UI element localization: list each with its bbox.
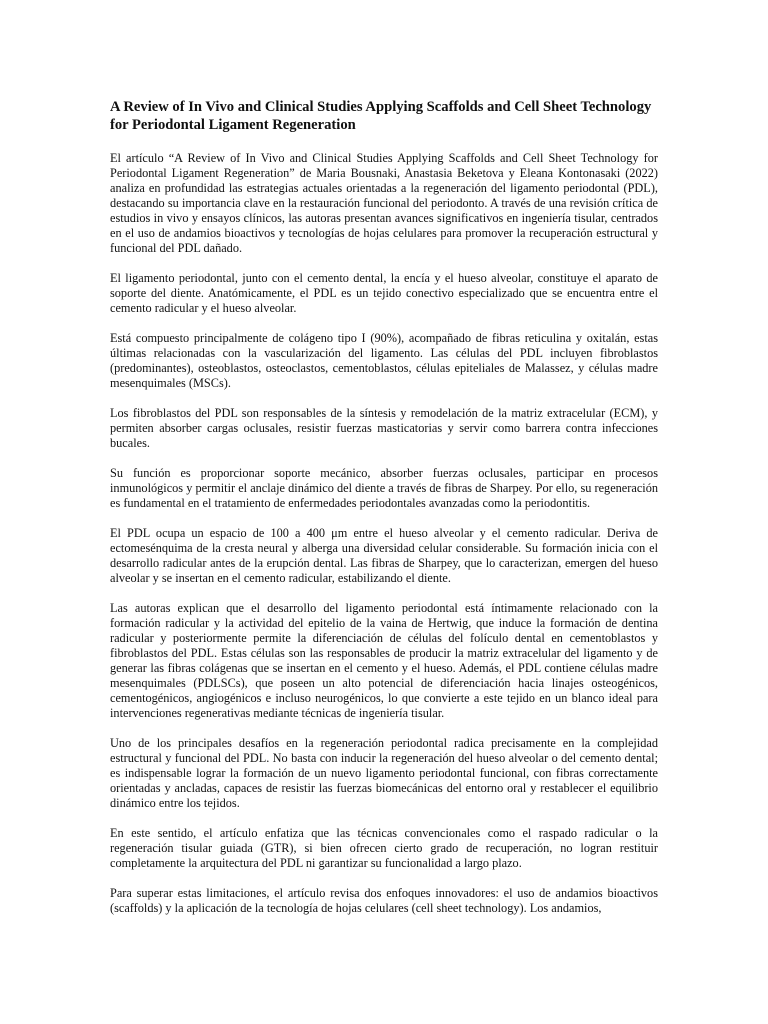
document-title: A Review of In Vivo and Clinical Studies Applying Scaffolds and Cell Sheet Technology for Periodontal Ligament Regeneration — [110, 99, 652, 133]
document-page — [110, 98, 658, 916]
paragraph-intro: El artículo “A Review of In Vivo and Clinical Studies Applying Scaffolds and Cell Sheet Technology for Periodontal Ligament Regeneration” de Maria Bousnaki, Anastasia Beketova y Eleana Kontonasaki (2022) analiza en profundidad las estrategias actuales orientadas a la regeneración del ligamento periodontal (PDL), destacando su importancia clave en la restauración funcional del periodonto. A través de una revisión crítica de estudios in vivo y ensayos clínicos, las autoras presentan avances significativos en ingeniería tisular, centrados en el uso de andamios bioactivos y tecnologías de hojas celulares para promover la recuperación estructural y funcional del PDL dañado. — [110, 151, 658, 255]
paragraph-space: El PDL ocupa un espacio de 100 a 400 μm entre el hueso alveolar y el cemento radicular. Deriva de ectomesénquima de la cresta neural y alberga una diversidad celular considerable. Su formación inicia con el desarrollo radicular antes de la erupción dental. Las fibras de Sharpey, que lo caracterizan, emergen del hueso alveolar y se insertan en el cemento radicular, estabilizando el diente. — [110, 526, 658, 585]
paragraph-innovations: Para superar estas limitaciones, el artículo revisa dos enfoques innovadores: el uso de andamios bioactivos (scaffolds) y la aplicación de la tecnología de hojas celulares (cell sheet technology). Los andamios, — [110, 886, 658, 915]
paragraph-development: Las autoras explican que el desarrollo del ligamento periodontal está íntimamente relacionado con la formación radicular y la actividad del epitelio de la vaina de Hertwig, que induce la formación de dentina radicular y posteriormente permite la diferenciación de células del folículo dental en cementoblastos y fibroblastos del PDL. Estas células son las responsables de producir la matriz extracelular del ligamento y de generar las fibras colágenas que se insertan en el cemento y el hueso. Además, el PDL contiene células madre mesenquimales (PDLSCs), que poseen un alto potencial de diferenciación hacia linajes osteogénicos, cementogénicos, angiogénicos e incluso neurogénicos, lo que convierte a este tejido en un blanco ideal para intervenciones regenerativas mediante técnicas de ingeniería tisular. — [110, 601, 658, 720]
paragraph-conventional: En este sentido, el artículo enfatiza que las técnicas convencionales como el raspado radicular o la regeneración tisular guiada (GTR), si bien ofrecen cierto grado de recuperación, no logran restituir completamente la arquitectura del PDL ni garantizar su funcionalidad a largo plazo. — [110, 826, 658, 870]
paragraph-anatomy: El ligamento periodontal, junto con el cemento dental, la encía y el hueso alveolar, constituye el aparato de soporte del diente. Anatómicamente, el PDL es un tejido conectivo especializado que se encuentra entre el cemento radicular y el hueso alveolar. — [110, 271, 658, 315]
paragraph-challenges: Uno de los principales desafíos en la regeneración periodontal radica precisamente en la complejidad estructural y funcional del PDL. No basta con inducir la regeneración del hueso alveolar o del cemento dental; es indispensable lograr la formación de un nuevo ligamento periodontal funcional, con fibras correctamente orientadas y ancladas, capaces de resistir las fuerzas biomecánicas del entorno oral y restablecer el equilibrio dinámico entre los tejidos. — [110, 736, 658, 810]
paragraph-fibroblasts: Los fibroblastos del PDL son responsables de la síntesis y remodelación de la matriz extracelular (ECM), y permiten absorber cargas oclusales, resistir fuerzas masticatorias y servir como barrera contra infecciones bucales. — [110, 406, 658, 450]
paragraph-function: Su función es proporcionar soporte mecánico, absorber fuerzas oclusales, participar en procesos inmunológicos y permitir el anclaje dinámico del diente a través de fibras de Sharpey. Por ello, su regeneración es fundamental en el tratamiento de enfermedades periodontales avanzadas como la periodontitis. — [110, 466, 658, 510]
paragraph-composition: Está compuesto principalmente de colágeno tipo I (90%), acompañado de fibras reticulina y oxitalán, estas últimas relacionadas con la vascularización del ligamento. Las células del PDL incluyen fibroblastos (predominantes), osteoblastos, osteoclastos, cementoblastos, células epiteliales de Malassez, y células madre mesenquimales (MSCs). — [110, 331, 658, 390]
